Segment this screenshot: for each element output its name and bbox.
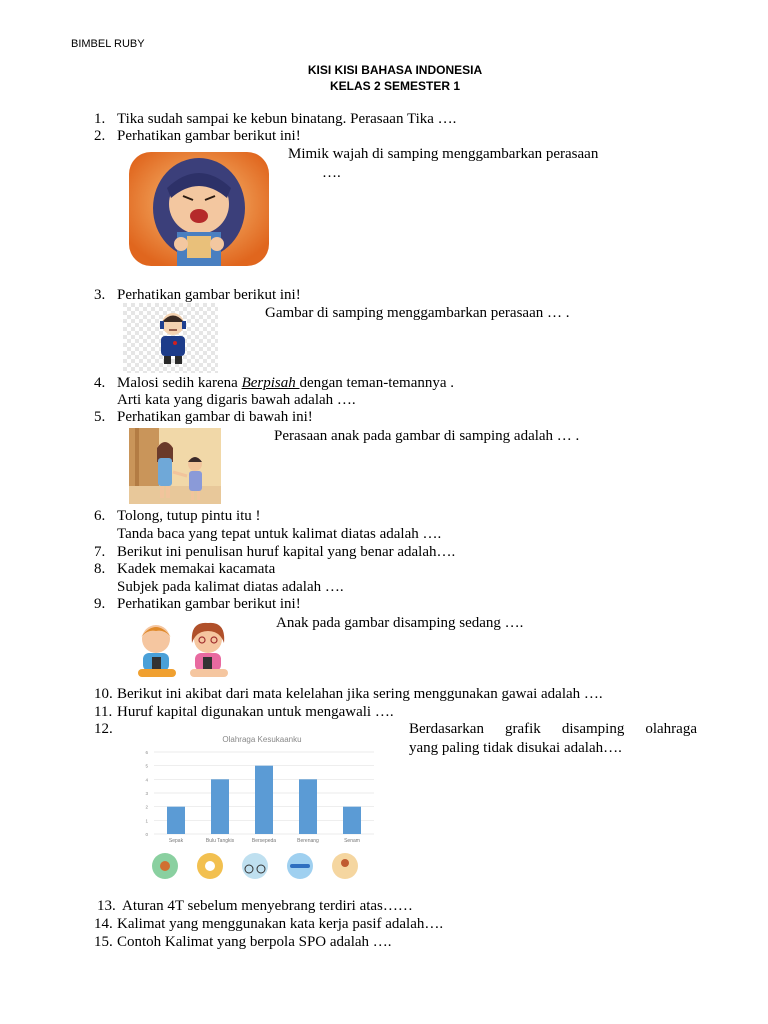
question-15-text: Contoh Kalimat yang berpola SPO adalah …. (117, 934, 392, 950)
question-12-side-line1: Berdasarkan grafik disamping olahraga (409, 721, 697, 737)
question-7-text: Berikut ini penulisan huruf kapital yang benar adalah…. (117, 544, 456, 560)
question-4-text: Malosi sedih karena Berpisah dengan teman-temannya . (117, 375, 455, 391)
question-10: 10. Berikut ini akibat dari mata kelelahan jika sering menggunakan gawai adalah …. (94, 686, 603, 702)
question-1: 1. Tika sudah sampai ke kebun binatang. Perasaan Tika …. (94, 111, 457, 127)
question-13-text: Aturan 4T sebelum menyebrang terdiri atas…… (122, 898, 413, 914)
question-6: 6. Tolong, tutup pintu itu ! (94, 508, 261, 524)
chart-xtick-label: Berenang (297, 838, 319, 844)
question-11: 11. Huruf kapital digunakan untuk mengawali …. (94, 704, 394, 720)
question-9: 9. Perhatikan gambar berikut ini! (94, 596, 301, 612)
chart-ytick-label: 5 (145, 763, 148, 769)
chart-xtick-label: Bersepeda (251, 838, 277, 844)
question-2-side-ellipsis: …. (322, 165, 341, 181)
question-8-line2: Subjek pada kalimat diatas adalah …. (117, 579, 344, 595)
chart-xtick-label: Sepak (168, 838, 184, 844)
chart-ytick-label: 6 (145, 750, 148, 755)
chart-ytick-label: 2 (145, 804, 148, 810)
question-9-text: Perhatikan gambar berikut ini! (117, 596, 301, 612)
question-9-side-text: Anak pada gambar disamping sedang …. (276, 615, 524, 631)
question-1-text: Tika sudah sampai ke kebun binatang. Perasaan Tika …. (117, 111, 457, 127)
question-4-line2: Arti kata yang digaris bawah adalah …. (117, 392, 356, 408)
chart-ytick-label: 0 (145, 832, 148, 837)
boy-sad-illustration (123, 303, 218, 373)
question-15: 15. Contoh Kalimat yang berpola SPO adalah …. (94, 934, 392, 950)
question-8-text: Kadek memakai kacamata (117, 561, 276, 577)
children-playing-phones-illustration (130, 619, 232, 683)
question-3-text: Perhatikan gambar berikut ini! (117, 287, 301, 303)
doc-title-line1: KISI KISI BAHASA INDONESIA (307, 63, 483, 77)
question-5: 5. Perhatikan gambar di bawah ini! (94, 409, 313, 425)
chart-title: Olahraga Kesukaanku (222, 735, 302, 744)
question-2-side-text: Mimik wajah di samping menggambarkan perasaan (288, 146, 599, 162)
chart-ytick-label: 1 (145, 818, 148, 824)
chart-bar (343, 807, 361, 834)
underlined-word: Berpisah (241, 375, 300, 391)
question-7: 7. Berikut ini penulisan huruf kapital yang benar adalah…. (94, 544, 456, 560)
question-8: 8. Kadek memakai kacamata (94, 561, 276, 577)
question-2-text: Perhatikan gambar berikut ini! (117, 128, 301, 144)
question-3: 3. Perhatikan gambar berikut ini! (94, 287, 301, 303)
question-5-side-text: Perasaan anak pada gambar di samping adalah … . (274, 428, 580, 444)
question-12-side-line2: yang paling tidak disukai adalah…. (409, 740, 622, 756)
chart-bar (255, 766, 273, 834)
question-13: 13. Aturan 4T sebelum menyebrang terdiri atas…… (97, 898, 413, 914)
chart-bar (299, 779, 317, 834)
question-3-side-text: Gambar di samping menggambarkan perasaan … . (265, 305, 570, 321)
question-6-line2: Tanda baca yang tepat untuk kalimat diatas adalah …. (117, 526, 442, 542)
question-6-text: Tolong, tutup pintu itu ! (117, 508, 261, 524)
question-14: 14. Kalimat yang menggunakan kata kerja pasif adalah…. (94, 916, 444, 932)
header-label: BIMBEL RUBY (71, 38, 145, 50)
question-5-text: Perhatikan gambar di bawah ini! (117, 409, 313, 425)
chart-bar (211, 779, 229, 834)
chart-bar (167, 807, 185, 834)
chart-xtick-label: Senam (344, 838, 360, 844)
question-2: 2. Perhatikan gambar berikut ini! (94, 128, 301, 144)
chart-ytick-label: 3 (145, 791, 148, 796)
girl-crying-illustration (129, 152, 269, 266)
question-11-text: Huruf kapital digunakan untuk mengawali …. (117, 704, 394, 720)
doc-title-line2: KELAS 2 SEMESTER 1 (329, 79, 461, 93)
question-14-text: Kalimat yang menggunakan kata kerja pasif adalah…. (117, 916, 444, 932)
chart-ytick-label: 4 (145, 777, 148, 783)
children-farewell-illustration (129, 428, 221, 504)
question-12: 12. (94, 721, 113, 737)
chart-svg (138, 728, 378, 880)
question-10-text: Berikut ini akibat dari mata kelelahan jika sering menggunakan gawai adalah …. (117, 686, 603, 702)
question-4: 4. Malosi sedih karena Berpisah dengan teman-temannya . (94, 375, 455, 391)
sport-bar-chart (138, 728, 378, 880)
chart-xtick-label: Bulu Tangkis (205, 838, 235, 844)
